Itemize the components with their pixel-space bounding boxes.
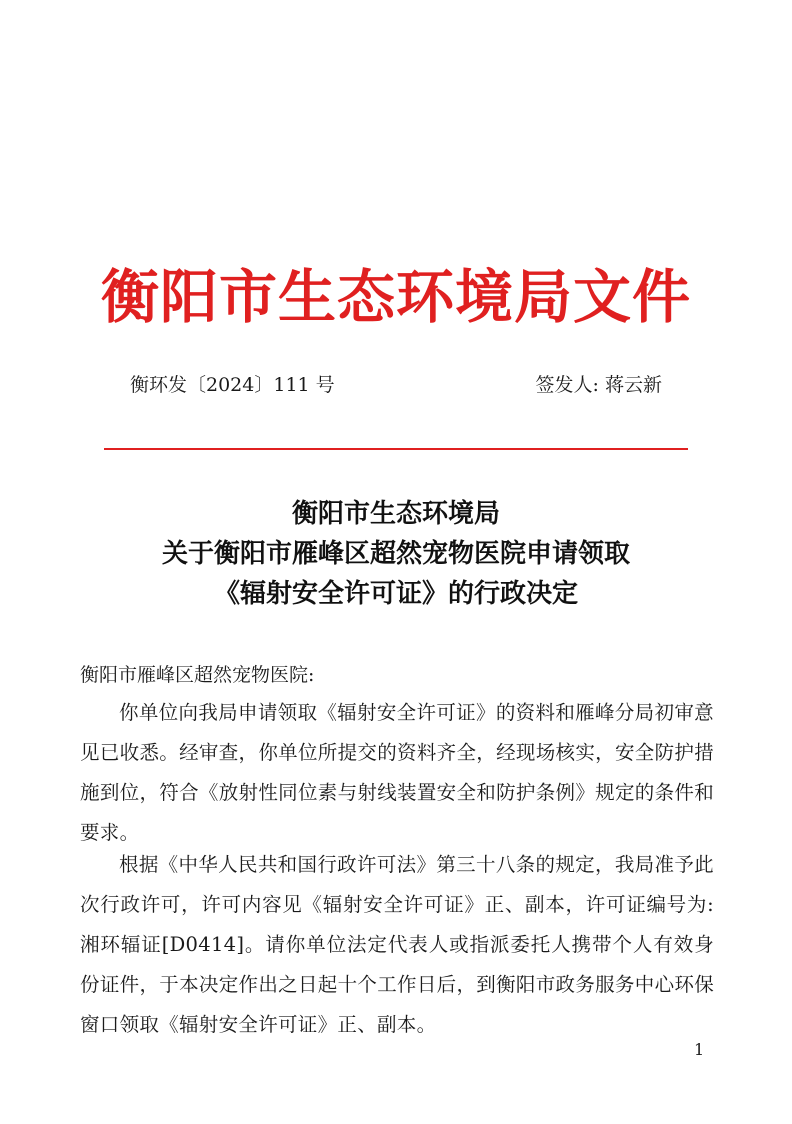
body-paragraph: 你单位向我局申请领取《辐射安全许可证》的资料和雁峰分局初审意见已收悉。经审查，你单位所提交的资料齐全，经现场核实，安全防护措施到位，符合《放射性同位素与射线装置安全和防护条例》规定的条件和要求。 <box>80 701 714 844</box>
document-heading <box>60 494 732 614</box>
body-paragraph: 根据《中华人民共和国行政许可法》第三十八条的规定，我局准予此次行政许可，许可内容见《辐射安全许可证》正、副本，许可证编号为: 湘环辐证[D0414]。请你单位法定代表人或指派委托人携带个人有效身份证件，于本决定作出之日起十个工作日后，到衡阳市政务服务中心环保窗口领取《辐射安全许可证》正、副本。 <box>80 853 714 1036</box>
red-divider-line <box>104 448 688 450</box>
heading-line: 关于衡阳市雁峰区超然宠物医院申请领取 <box>161 539 630 569</box>
document-number: 衡环发〔2024〕111 号 <box>130 374 335 396</box>
heading-line: 《辐射安全许可证》的行政决定 <box>213 579 578 609</box>
salutation: 衡阳市雁峰区超然宠物医院: <box>80 664 315 686</box>
page-number: 1 <box>694 1040 705 1059</box>
signer: 签发人: 蒋云新 <box>535 374 662 396</box>
meta-row <box>130 370 662 400</box>
heading-line: 衡阳市生态环境局 <box>291 499 500 529</box>
issuer-title: 衡阳市生态环境局文件 <box>100 263 691 331</box>
